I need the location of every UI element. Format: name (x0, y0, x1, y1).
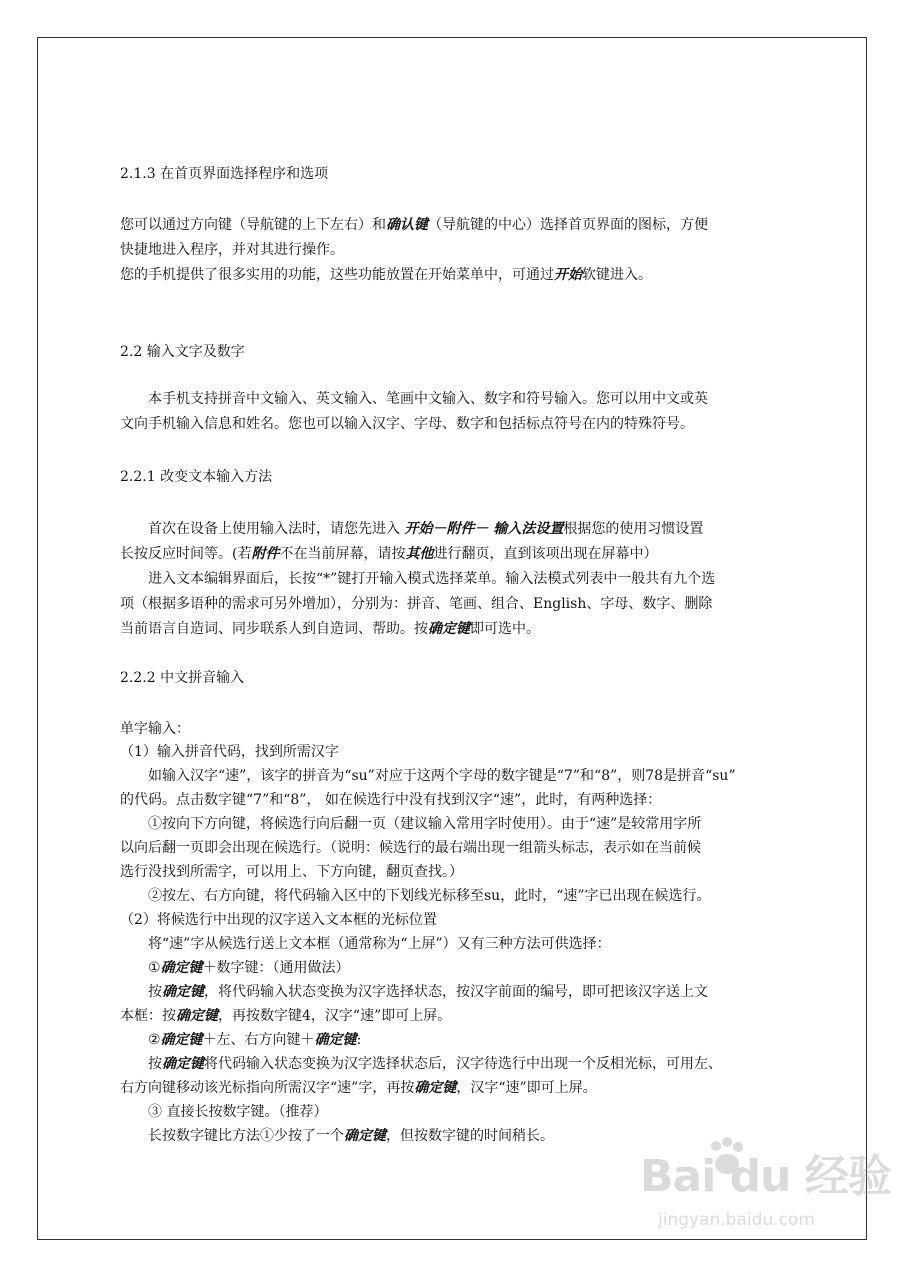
text: 不在当前屏幕，请按 (279, 546, 406, 562)
text: 首次在设备上使用输入法时，请您先进入 (148, 521, 405, 537)
paragraph (120, 1077, 800, 1100)
paragraph-line: 的代码。点击数字键“7”和“8”， 如在候选行中没有找到汉字“速”，此时，有两种选择： (120, 792, 662, 808)
method-heading (120, 957, 828, 980)
text: 右方向键移动该光标指向所需汉字“速”字，再按 (120, 1080, 415, 1096)
section-2-2-2-title: 2.2.2 中文拼音输入 (120, 670, 245, 686)
paragraph (120, 1005, 800, 1028)
paragraph-line: 选行没找到所需字，可以用上、下方向键，翻页查找。） (120, 864, 463, 880)
paragraph-line: 文向手机输入信息和姓名。您也可以输入汉字、字母、数字和包括标点符号在内的特殊符号。 (120, 416, 694, 432)
text: ① (148, 960, 161, 976)
paragraph-line: ②按左、右方向键，将代码输入区中的下划线光标移至su，此时，“速”字已出现在候选行。 (148, 888, 711, 904)
paw-icon (704, 1136, 748, 1180)
text: 您可以通过方向键（导航键的上下左右）和 (120, 217, 386, 233)
key-name: 确定键 (344, 1128, 386, 1144)
text: ，将代码输入状态变换为汉字选择状态，按汉字前面的编号，即可把该汉字送上文 (204, 984, 708, 1000)
text: 按 (148, 984, 162, 1000)
key-name: 确定键 (160, 960, 203, 976)
key-name: 确定键 (414, 1080, 457, 1096)
paragraph (120, 518, 828, 541)
key-name: 确定键 (162, 984, 204, 1000)
text: 长按数字键比方法①少按了一个 (148, 1128, 344, 1144)
paragraph-line: 快捷地进入程序，并对其进行操作。 (120, 242, 344, 258)
paragraph (120, 618, 800, 641)
key-name: 开始 (554, 267, 582, 283)
key-name: 确定键 (428, 621, 470, 637)
text: 根据您的使用习惯设置 (563, 521, 704, 537)
step-heading: （1）输入拼音代码，找到所需汉字 (120, 744, 339, 760)
baidu-jingyan-watermark (640, 1140, 891, 1250)
key-name: 附件 (251, 546, 280, 562)
paragraph (120, 214, 800, 237)
method-heading: ③ 直接长按数字键。（推荐） (148, 1104, 328, 1120)
paragraph-line: 进入文本编辑界面后，长按“*”键打开输入模式选择菜单。输入法模式列表中一般共有九个选 (148, 571, 716, 587)
text: （导航键的中心）选择首页界面的图标，方便 (428, 217, 708, 233)
paragraph-line: ①按向下方向键，将候选行向后翻一页（建议输入常用字时使用）。由于“速”是较常用字所 (148, 816, 702, 832)
method-heading (120, 1029, 828, 1052)
text: ＋数字键：（通用做法） (202, 960, 350, 976)
paragraph (120, 543, 800, 566)
key-name: 确定键 (176, 1008, 218, 1024)
paragraph (120, 981, 828, 1004)
paragraph-line: 如输入汉字“速”，该字的拼音为“su”对应于这两个字母的数字键是“7”和“8”，则78是拼音“su” (148, 768, 736, 784)
text: : (356, 1032, 362, 1048)
section-2-2-1-title: 2.2.1 改变文本输入方法 (120, 469, 273, 485)
key-name: 确定键 (314, 1032, 357, 1048)
watermark-url: jingyan.baidu.com (658, 1210, 815, 1230)
watermark-logo: Bai du 经验 (640, 1151, 891, 1202)
paragraph-line: 项（根据多语种的需求可另外增加），分别为：拼音、笔画、组合、English、字母、数字、删除 (120, 596, 713, 612)
section-2-1-3-title: 2.1.3 在首页界面选择程序和选项 (120, 166, 329, 182)
text: 当前语言自造词、同步联系人到自造词、帮助。按 (120, 621, 428, 637)
section-2-2-title: 2.2 输入文字及数字 (120, 344, 245, 360)
key-name: 确定键 (162, 1056, 204, 1072)
text: ，再按数字键4，汉字“速”即可上屏。 (218, 1008, 452, 1024)
text: 您的手机提供了很多实用的功能，这些功能放置在开始菜单中，可通过 (120, 267, 554, 283)
text: ，但按数字键的时间稍长。 (386, 1128, 554, 1144)
key-name: 确认键 (386, 217, 428, 233)
text: ＋左、右方向键＋ (202, 1032, 315, 1048)
text: 本框：按 (120, 1008, 176, 1024)
step-heading: （2）将候选行中出现的汉字送入文本框的光标位置 (120, 912, 437, 928)
text: 进行翻页，直到该项出现在屏幕中） (433, 546, 658, 562)
text: ，汉字“速”即可上屏。 (456, 1080, 597, 1096)
text: 软键进入。 (582, 267, 652, 283)
key-name: 其他 (405, 546, 434, 562)
paragraph-line: 本手机支持拼音中文输入、英文输入、笔画中文输入、数字和符号输入。您可以用中文或英 (148, 391, 708, 407)
text: 长按反应时间等。(若 (120, 546, 252, 562)
text: 即可选中。 (470, 621, 540, 637)
text: ② (148, 1032, 161, 1048)
paragraph-line: 单字输入： (120, 721, 190, 737)
paragraph-line: 以向后翻一页即会出现在候选行。（说明：候选行的最右端出现一组箭头标志，表示如在当前候 (120, 840, 701, 856)
paragraph-line: 将“速”字从候选行送上文本框（通常称为“上屏”）又有三种方法可供选择： (148, 936, 611, 952)
paragraph (120, 264, 800, 287)
key-name: 确定键 (160, 1032, 203, 1048)
menu-path: 开始－附件－ 输入法设置 (404, 521, 564, 537)
text: 按 (148, 1056, 162, 1072)
text: 将代码输入状态变换为汉字选择状态后，汉字待选行中出现一个反相光标，可用左、 (204, 1056, 722, 1072)
paragraph (120, 1053, 828, 1076)
